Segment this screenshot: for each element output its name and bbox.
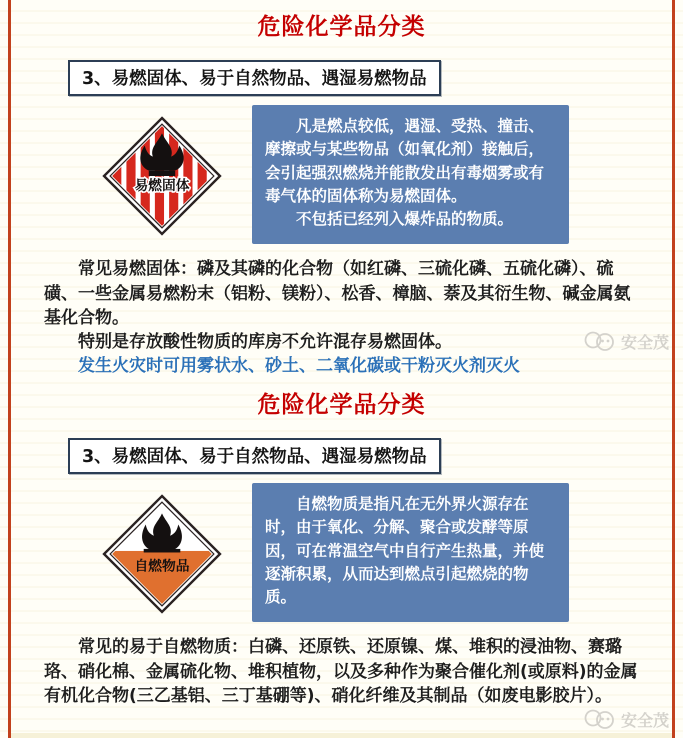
definition-text: 凡是燃点较低，遇湿、受热、撞击、摩擦或与某些物品（如氧化剂）接触后，会引起强烈燃烧并能散发出有毒烟雾或有毒气体的固体称为易燃固体。 [265,117,545,205]
fire-extinguishing-tip: 发生火灾时可用雾状水、砂土、二氧化碳或干粉灭火剂灭火 [78,356,520,377]
watermark-text: 安全茂 [620,332,669,352]
content-row [0,483,683,622]
flammable-solid-diamond-icon [101,115,223,237]
hazard-sign-wrap [98,115,226,237]
page-title: 危险化学品分类 [257,14,426,40]
hazard-sign-label: 自燃物品 [134,558,190,575]
storage-warning-paragraph: 特别是存放酸性物质的库房不允许混存易燃固体。 [78,332,452,353]
hazard-sign-wrap [98,493,226,615]
hazard-sign-label: 易燃固体 [134,178,190,195]
next-panel-edge-strip [11,733,672,738]
section-header-row [68,60,683,96]
definition-box [252,483,569,622]
section-header: 3、易燃固体、易于自然物品、遇湿易燃物品 [68,438,441,474]
section-header: 3、易燃固体、易于自然物品、遇湿易燃物品 [68,60,441,96]
body-text [44,257,639,378]
page-title: 危险化学品分类 [257,392,426,418]
common-examples-paragraph: 常见易燃固体：磷及其磷的化合物（如红磷、三硫化磷、五硫化磷）、硫磺、一些金属易燃粉末（铝粉、镁粉）、松香、樟脑、萘及其衍生物、碱金属氨基化合物。 [44,259,631,328]
panel-spontaneous-combustion [0,378,683,747]
definition-text: 自燃物质是指凡在无外界火源存在时，由于氧化、分解、聚合或发酵等原因，可在常温空气中自行产生热量，并使逐渐积累，从而达到燃点引起燃烧的物质。 [265,495,545,606]
watermark [583,329,669,353]
watermark [583,707,669,731]
body-text [44,635,639,708]
anquanmao-logo-icon [583,707,617,731]
content-row [0,105,683,244]
definition-note: 不包括已经列入爆炸品的物质。 [296,210,514,228]
spontaneously-combustible-diamond-icon [101,493,223,615]
watermark-text: 安全茂 [620,710,669,730]
definition-box [252,105,569,244]
section-header-row [68,438,683,474]
common-examples-paragraph: 常见的易于自燃物质：白磷、还原铁、还原镍、煤、堆积的浸油物、赛璐珞、硝化棉、金属硫化物、堆积植物，以及多种作为聚合催化剂(或原料)的金属有机化合物(三乙基铝、三丁基硼等)、硝化纤维及其制品（如废电影胶片）。 [44,637,638,706]
anquanmao-logo-icon [583,329,617,353]
